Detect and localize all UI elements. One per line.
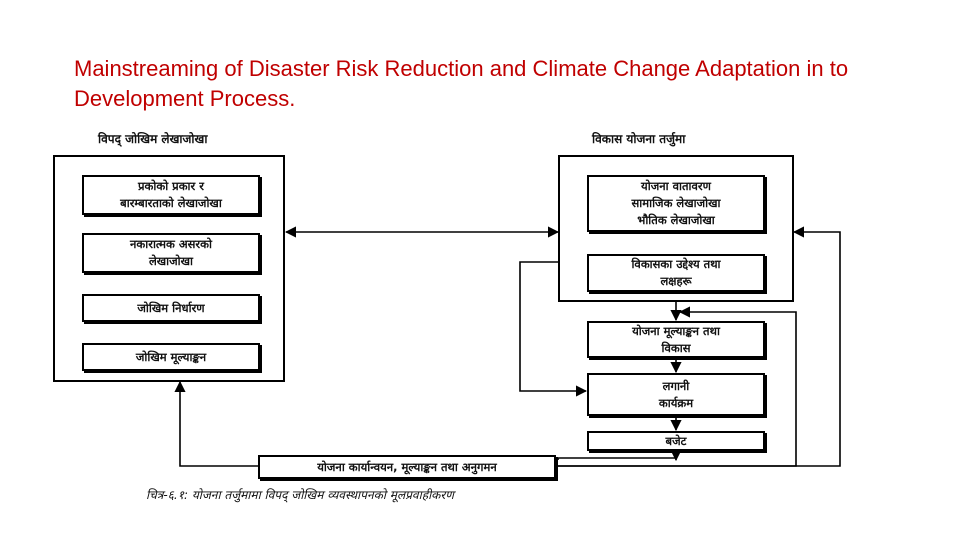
left-box-hazard-frequency: प्रकोको प्रकार र बारम्बारताको लेखाजोखा [82, 175, 260, 215]
left-box-negative-impact: नकारात्मक असरको लेखाजोखा [82, 233, 260, 273]
arrow-implementation-to-left-panel [180, 382, 258, 466]
left-box-risk-evaluation: जोखिम मूल्याङ्कन [82, 343, 260, 371]
figure-caption: चित्र-६.१: योजना तर्जुमामा विपद् जोखिम व्यवस्थापनको मूलप्रवाहीकरण [146, 488, 454, 502]
slide-title: Mainstreaming of Disaster Risk Reduction and Climate Change Adaptation in to Development Process. [74, 56, 849, 111]
box-plan-evaluation: योजना मूल्याङ्कन तथा विकास [587, 321, 765, 358]
right-panel-label: विकास योजना तर्जुमा [592, 132, 686, 146]
box-implementation-monitoring: योजना कार्यान्वयन, मूल्याङ्कन तथा अनुगमन [258, 455, 556, 479]
left-panel-label: विपद् जोखिम लेखाजोखा [98, 132, 208, 146]
box-budget: बजेट [587, 431, 765, 451]
left-box-risk-determination: जोखिम निर्धारण [82, 294, 260, 322]
right-box-objectives: विकासका उद्देश्य तथा लक्षहरू [587, 254, 765, 292]
arrow-budget-to-implementation [558, 450, 676, 460]
box-investment-program: लगानी कार्यक्रम [587, 373, 765, 416]
right-box-planning-environment: योजना वातावरण सामाजिक लेखाजोखा भौतिक लेखाजोखा [587, 175, 765, 232]
